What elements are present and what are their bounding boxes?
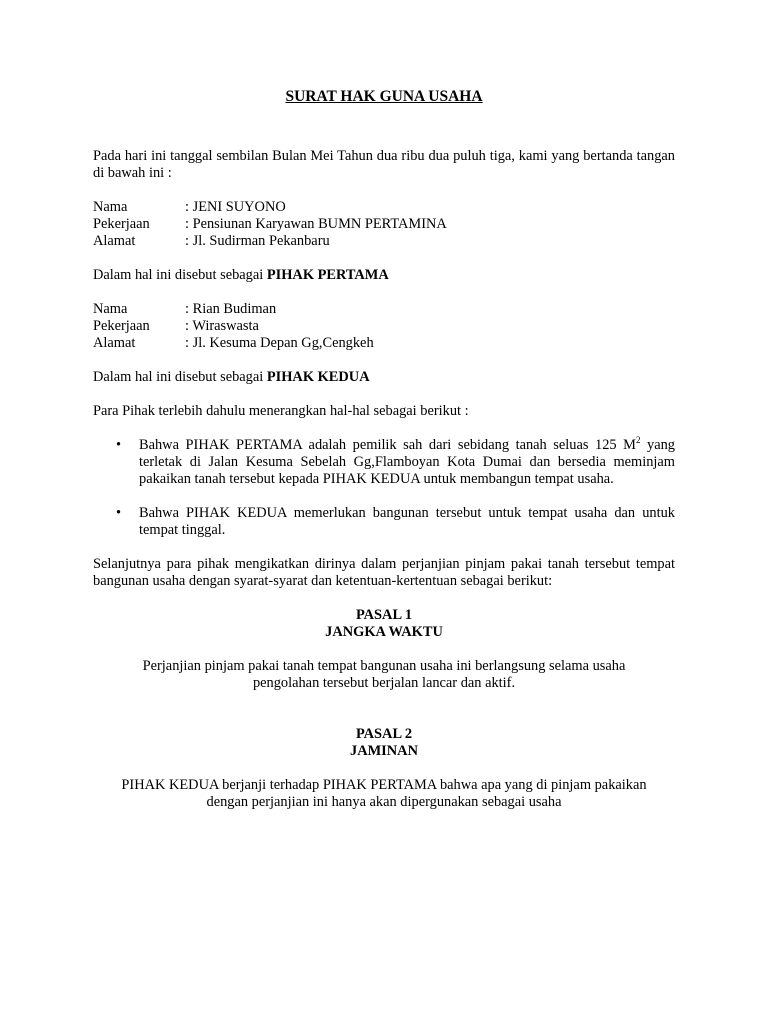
party1-field-name [93, 199, 675, 216]
designation-party-name: PIHAK KEDUA [266, 369, 370, 385]
field-value: : Jl. Kesuma Depan Gg,Cengkeh [185, 335, 374, 351]
party2-field-address [93, 335, 675, 352]
list-item-text: Bahwa PIHAK KEDUA memerlukan bangunan tersebut untuk tempat usaha dan untuk tempat tinggal. [139, 505, 675, 538]
recital-list [93, 437, 675, 539]
intro-paragraph: Pada hari ini tanggal sembilan Bulan Mei Tahun dua ribu dua puluh tiga, kami yang bertanda tangan di bawah ini : [93, 148, 675, 181]
field-label: Pekerjaan [93, 318, 150, 334]
article-number: PASAL 2 [355, 726, 413, 742]
party2-field-occupation [93, 318, 675, 335]
document-page [93, 88, 675, 811]
list-item [93, 437, 675, 488]
field-value: : Jl. Sudirman Pekanbaru [185, 233, 330, 249]
bullet-icon: • [116, 437, 122, 453]
party1-field-occupation [93, 216, 675, 233]
designation-party-name: PIHAK PERTAMA [266, 267, 389, 283]
party2-designation [93, 369, 675, 386]
field-value: : Pensiunan Karyawan BUMN PERTAMINA [185, 216, 447, 232]
party1-designation [93, 267, 675, 284]
field-label: Pekerjaan [93, 216, 150, 232]
article-2 [93, 726, 675, 811]
designation-prefix: Dalam hal ini disebut sebagai [93, 369, 267, 385]
field-value: : Wiraswasta [185, 318, 259, 334]
field-value: : JENI SUYONO [185, 199, 286, 215]
party2-field-name [93, 301, 675, 318]
recital-intro: Para Pihak terlebih dahulu menerangkan hal-hal sebagai berikut : [93, 403, 469, 419]
article-text-line: PIHAK KEDUA berjanji terhadap PIHAK PERTAMA bahwa apa yang di pinjam pakaikan [121, 777, 647, 793]
field-label: Nama [93, 301, 128, 317]
list-item [93, 505, 675, 539]
field-label: Alamat [93, 233, 136, 249]
agreement-intro: Selanjutnya para pihak mengikatkan dirinya dalam perjanjian pinjam pakai tanah tersebut tempat bangunan usaha dengan syarat-syarat dan ketentuan-kertentuan sebagai berikut: [93, 556, 675, 589]
field-label: Alamat [93, 335, 136, 351]
article-text-line: pengolahan tersebut berjalan lancar dan aktif. [252, 675, 516, 691]
party2-fields [93, 301, 675, 352]
document-title: SURAT HAK GUNA USAHA [285, 88, 483, 105]
article-text-line: dengan perjanjian ini hanya akan dipergunakan sebagai usaha [206, 794, 562, 810]
field-label: Nama [93, 199, 128, 215]
article-number: PASAL 1 [355, 607, 413, 623]
list-item-text: Bahwa PIHAK PERTAMA adalah pemilik sah dari sebidang tanah seluas 125 M [139, 437, 636, 453]
article-text-line: Perjanjian pinjam pakai tanah tempat bangunan usaha ini berlangsung selama usaha [142, 658, 626, 674]
bullet-icon: • [116, 505, 122, 521]
list-item-text: yang terletak di Jalan Kesuma Sebelah Gg,Flamboyan Kota Dumai dan bersedia meminjam pakaikan tanah tersebut kepada PIHAK KEDUA untuk membangun tempat usaha. [139, 437, 675, 487]
party1-field-address [93, 233, 675, 250]
party1-fields [93, 199, 675, 250]
article-heading: JAMINAN [350, 743, 418, 759]
field-value: : Rian Budiman [185, 301, 277, 317]
superscript: 2 [635, 435, 641, 445]
designation-prefix: Dalam hal ini disebut sebagai [93, 267, 267, 283]
article-1 [93, 607, 675, 692]
article-heading: JANGKA WAKTU [325, 624, 443, 640]
